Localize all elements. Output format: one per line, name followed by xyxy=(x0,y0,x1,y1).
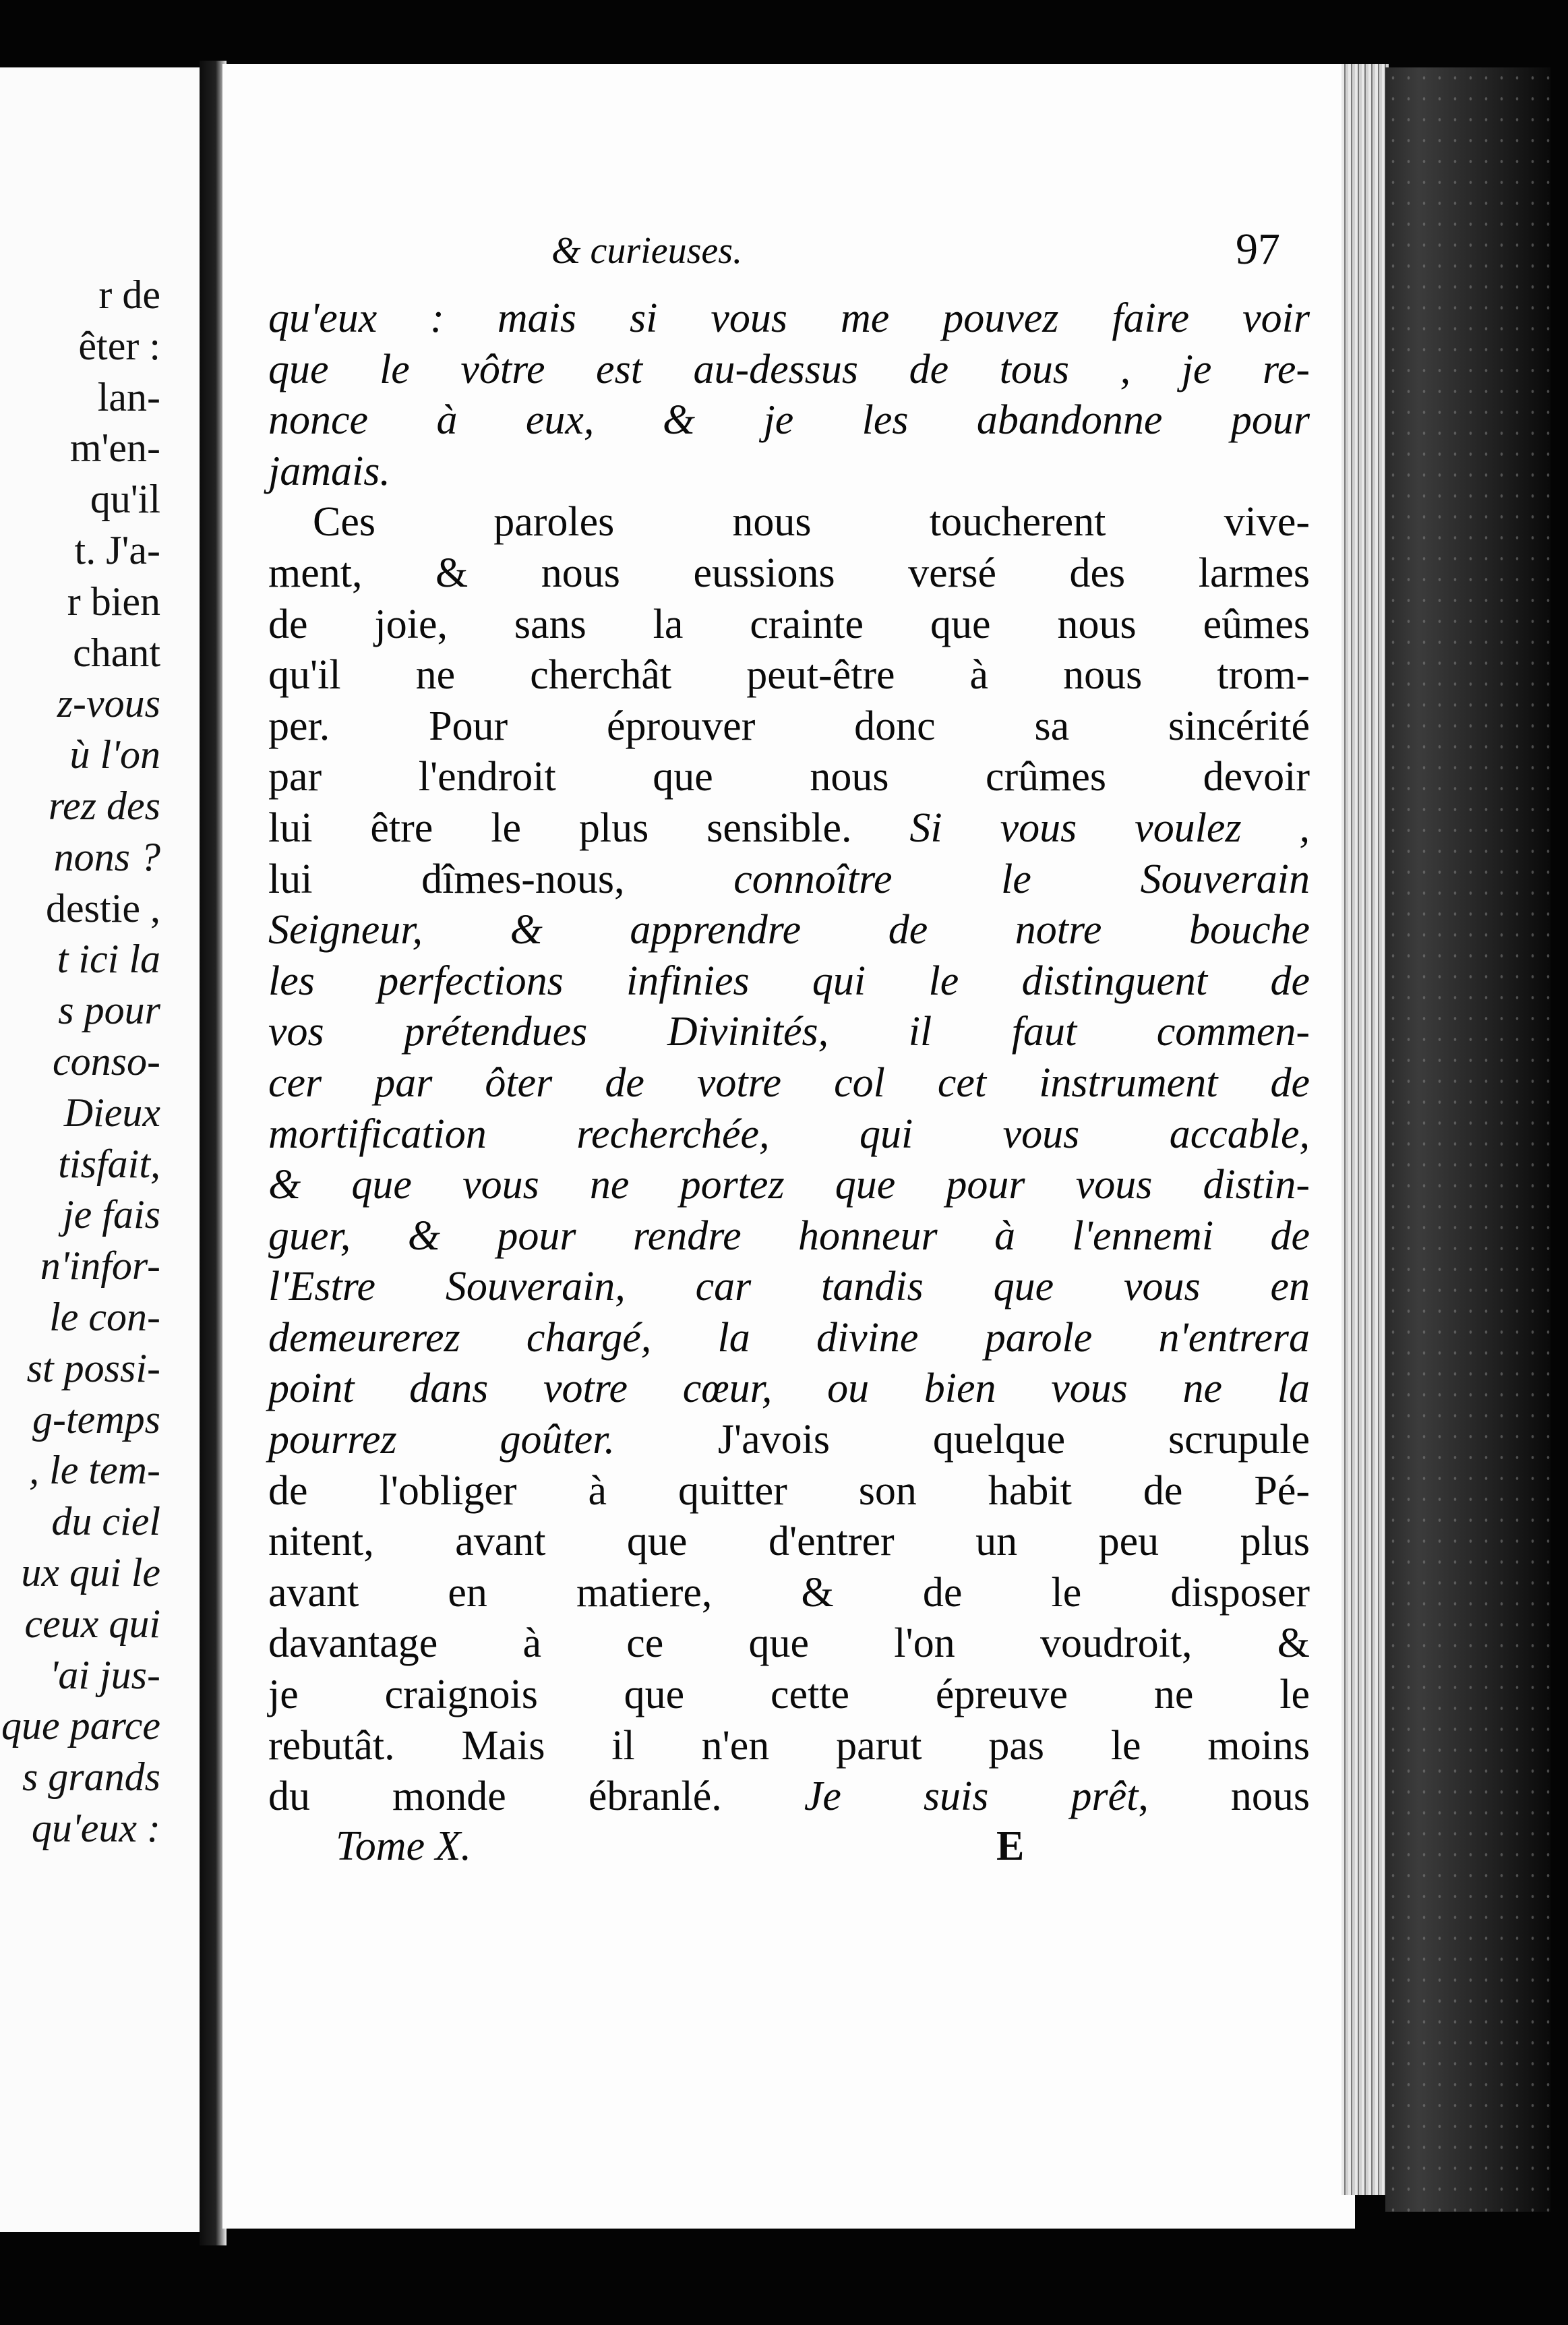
previous-page-line: n'infor- xyxy=(40,1243,160,1289)
previous-page-line: t ici la xyxy=(57,937,160,982)
body-text xyxy=(268,293,1310,1823)
page-edges xyxy=(1341,64,1389,2195)
previous-page-line: , le tem- xyxy=(29,1448,160,1493)
text-line xyxy=(268,1415,1310,1466)
previous-page-line: ux qui le xyxy=(21,1550,160,1595)
text-segment: de joie, sans la crainte que nous eûmes xyxy=(268,601,1310,647)
running-title: & curieuses. xyxy=(551,230,743,272)
previous-page-line: qu'eux : xyxy=(31,1805,160,1850)
text-line xyxy=(268,1007,1310,1058)
previous-page-line: rez des xyxy=(48,783,160,828)
text-segment: davantage à ce que l'on voudroit, & xyxy=(268,1620,1310,1667)
text-line xyxy=(268,650,1310,701)
text-segment: je craignois que cette épreuve ne le xyxy=(268,1672,1310,1718)
previous-page-line: ù l'on xyxy=(69,732,160,777)
text-segment: per. Pour éprouver donc sa sincérité xyxy=(268,703,1310,749)
previous-page-line: t. J'a- xyxy=(74,527,160,572)
previous-page-line: r de xyxy=(98,272,160,317)
text-line xyxy=(268,1109,1310,1160)
text-line xyxy=(268,956,1310,1007)
text-segment: qu'eux : mais si vous me pouvez faire voir xyxy=(268,295,1310,341)
text-segment: nitent, avant que d'entrer un peu plus xyxy=(268,1519,1310,1565)
text-line xyxy=(268,293,1310,345)
text-segment: mortification recherchée, qui vous accable, xyxy=(268,1111,1310,1157)
volume-signature: Tome X. xyxy=(336,1823,471,1869)
text-line xyxy=(268,497,1310,548)
text-segment: Si vous voulez , xyxy=(909,804,1310,851)
text-line xyxy=(268,1517,1310,1568)
text-line xyxy=(268,1211,1310,1262)
text-line xyxy=(268,1313,1310,1364)
previous-page-line: 'ai jus- xyxy=(49,1652,160,1697)
text-line xyxy=(268,1058,1310,1109)
text-line xyxy=(268,1363,1310,1415)
page-text-block xyxy=(268,225,1310,1877)
previous-page-line: conso- xyxy=(53,1038,160,1084)
text-line xyxy=(268,1568,1310,1619)
text-segment: vos prétendues Divinités, il faut commen- xyxy=(268,1009,1310,1055)
text-segment: cer par ôter de votre col cet instrument de xyxy=(268,1059,1310,1106)
text-segment: & que vous ne portez que pour vous distin- xyxy=(268,1162,1310,1208)
text-line xyxy=(268,701,1310,753)
text-segment: rebutât. Mais il n'en parut pas le moins xyxy=(268,1722,1310,1769)
text-line xyxy=(268,345,1310,396)
text-segment: pourrez goûter. xyxy=(268,1417,718,1463)
previous-page-line: qu'il xyxy=(90,477,160,522)
text-segment: Je suis prêt xyxy=(804,1773,1139,1820)
text-segment: par l'endroit que nous crûmes devoir xyxy=(268,754,1310,800)
text-segment: , nous xyxy=(1138,1773,1310,1820)
text-segment: lui être le plus sensible. xyxy=(268,804,910,851)
previous-page-line: nons ? xyxy=(53,834,160,879)
text-segment: l'Estre Souverain, car tandis que vous en xyxy=(268,1264,1310,1310)
text-line xyxy=(268,395,1310,446)
previous-page-line: st possi- xyxy=(26,1345,160,1390)
text-line xyxy=(268,752,1310,803)
text-segment: les perfections infinies qui le distinguent de xyxy=(268,958,1310,1004)
previous-page-line: que parce xyxy=(1,1703,160,1748)
text-line xyxy=(268,1771,1310,1823)
text-segment: demeurerez chargé, la divine parole n'entrera xyxy=(268,1314,1310,1361)
text-line xyxy=(268,803,1310,854)
text-segment: guer, & pour rendre honneur à l'ennemi de xyxy=(268,1212,1310,1259)
previous-page-line: s grands xyxy=(22,1755,160,1800)
text-segment: jamais. xyxy=(268,448,390,494)
text-segment: ment, & nous eussions versé des larmes xyxy=(268,550,1310,596)
previous-page-line: s pour xyxy=(58,988,160,1033)
text-line xyxy=(268,1721,1310,1772)
text-line xyxy=(268,1262,1310,1313)
text-segment: avant en matiere, & de le disposer xyxy=(268,1569,1310,1616)
gathering-signature: E xyxy=(996,1823,1025,1869)
previous-page-line: êter : xyxy=(78,323,160,368)
cover-speckle xyxy=(1385,67,1550,2212)
previous-page-line: tisfait, xyxy=(58,1141,160,1186)
text-segment: Ces paroles nous toucherent vive- xyxy=(313,499,1310,546)
previous-page-line: Dieux xyxy=(63,1090,160,1135)
previous-page xyxy=(0,67,204,2232)
previous-page-line: lan- xyxy=(97,374,160,419)
page-footer xyxy=(268,1823,1310,1877)
text-segment: connoître le Souverain xyxy=(733,856,1310,902)
text-line xyxy=(268,1466,1310,1517)
text-line xyxy=(268,1618,1310,1670)
text-segment: qu'il ne cherchât peut-être à nous trom- xyxy=(268,652,1310,699)
text-line xyxy=(268,854,1310,906)
running-head xyxy=(268,225,1310,293)
previous-page-line: ceux qui xyxy=(24,1601,160,1646)
text-segment: point dans votre cœur, ou bien vous ne la xyxy=(268,1365,1310,1412)
text-line xyxy=(268,548,1310,599)
text-line xyxy=(268,599,1310,651)
previous-page-line: le con- xyxy=(49,1294,160,1339)
previous-page-line: r bien xyxy=(67,579,160,624)
text-segment: de l'obliger à quitter son habit de Pé- xyxy=(268,1467,1310,1514)
text-segment: que le vôtre est au-dessus de tous , je re- xyxy=(268,346,1310,392)
previous-page-line: z-vous xyxy=(57,681,160,726)
previous-page-line: destie , xyxy=(46,885,160,931)
text-line xyxy=(268,446,1310,498)
text-segment: nonce à eux, & je les abandonne pour xyxy=(268,397,1310,444)
previous-page-line: du ciel xyxy=(51,1499,160,1544)
text-line xyxy=(268,1670,1310,1721)
previous-page-line: g-temps xyxy=(32,1396,160,1442)
previous-page-line: je fais xyxy=(63,1192,160,1237)
previous-page-text xyxy=(1,270,160,1854)
text-segment: J'avois quelque scrupule xyxy=(717,1417,1310,1463)
previous-page-line: chant xyxy=(73,630,160,675)
text-line xyxy=(268,1160,1310,1211)
text-segment: lui dîmes-nous, xyxy=(268,856,734,902)
text-segment: Seigneur, & apprendre de notre bouche xyxy=(268,907,1310,953)
page-number: 97 xyxy=(1236,225,1280,274)
current-page xyxy=(222,64,1355,2229)
text-segment: du monde ébranlé. xyxy=(268,1773,804,1820)
previous-page-line: m'en- xyxy=(69,425,160,471)
text-line xyxy=(268,905,1310,956)
